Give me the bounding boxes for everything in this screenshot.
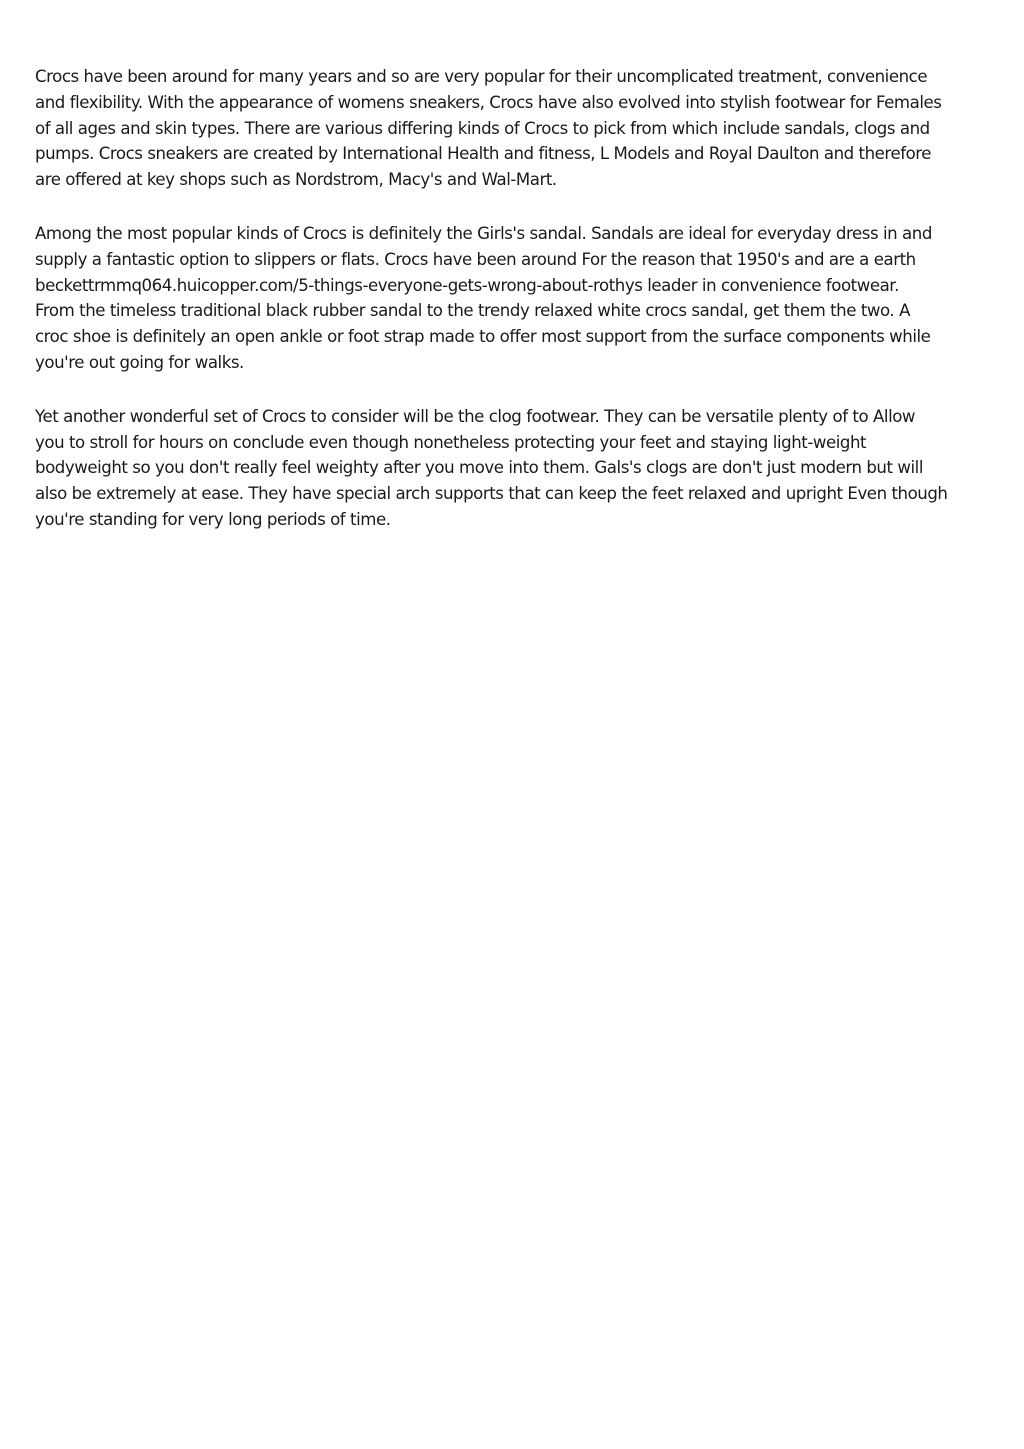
text-line: Among the most popular kinds of Crocs is definitely the Girls's sandal. Sandals are ideal for everyday dress in and <box>35 223 932 243</box>
text-line: Yet another wonderful set of Crocs to consider will be the clog footwear. They can be versatile plenty of to Allow <box>35 406 916 426</box>
paragraph-3 <box>35 404 995 533</box>
text-line: supply a fantastic option to slippers or flats. Crocs have been around For the reason that 1950's and are a earth <box>35 249 916 269</box>
text-line: you to stroll for hours on conclude even though nonetheless protecting your feet and staying light-weight <box>35 432 867 452</box>
text-line: and flexibility. With the appearance of womens sneakers, Crocs have also evolved into stylish footwear for Females <box>35 92 942 112</box>
text-line: From the timeless traditional black rubber sandal to the trendy relaxed white crocs sandal, get them the two. A <box>35 301 910 321</box>
paragraph-2 <box>35 221 995 376</box>
paragraph-1 <box>35 64 995 193</box>
text-line: beckettrmmq064.huicopper.com/5-things-everyone-gets-wrong-about-rothys leader in convenience footwear. <box>35 275 899 295</box>
text-line: croc shoe is definitely an open ankle or foot strap made to offer most support from the surface components while <box>35 327 931 347</box>
text-line: Crocs have been around for many years and so are very popular for their uncomplicated treatment, convenience <box>35 67 928 86</box>
text-line: are offered at key shops such as Nordstrom, Macy's and Wal-Mart. <box>35 170 557 190</box>
text-line: you're standing for very long periods of time. <box>35 509 391 529</box>
text-line: you're out going for walks. <box>35 352 244 372</box>
text-line: pumps. Crocs sneakers are created by International Health and fitness, L Models and Royal Daulton and therefore <box>35 144 932 164</box>
text-line: of all ages and skin types. There are various differing kinds of Crocs to pick from which include sandals, clogs and <box>35 118 930 138</box>
text-line: bodyweight so you don't really feel weighty after you move into them. Gals's clogs are don't just modern but will <box>35 458 923 478</box>
text-line: also be extremely at ease. They have special arch supports that can keep the feet relaxed and upright Even though <box>35 484 948 504</box>
document-page <box>35 64 995 561</box>
